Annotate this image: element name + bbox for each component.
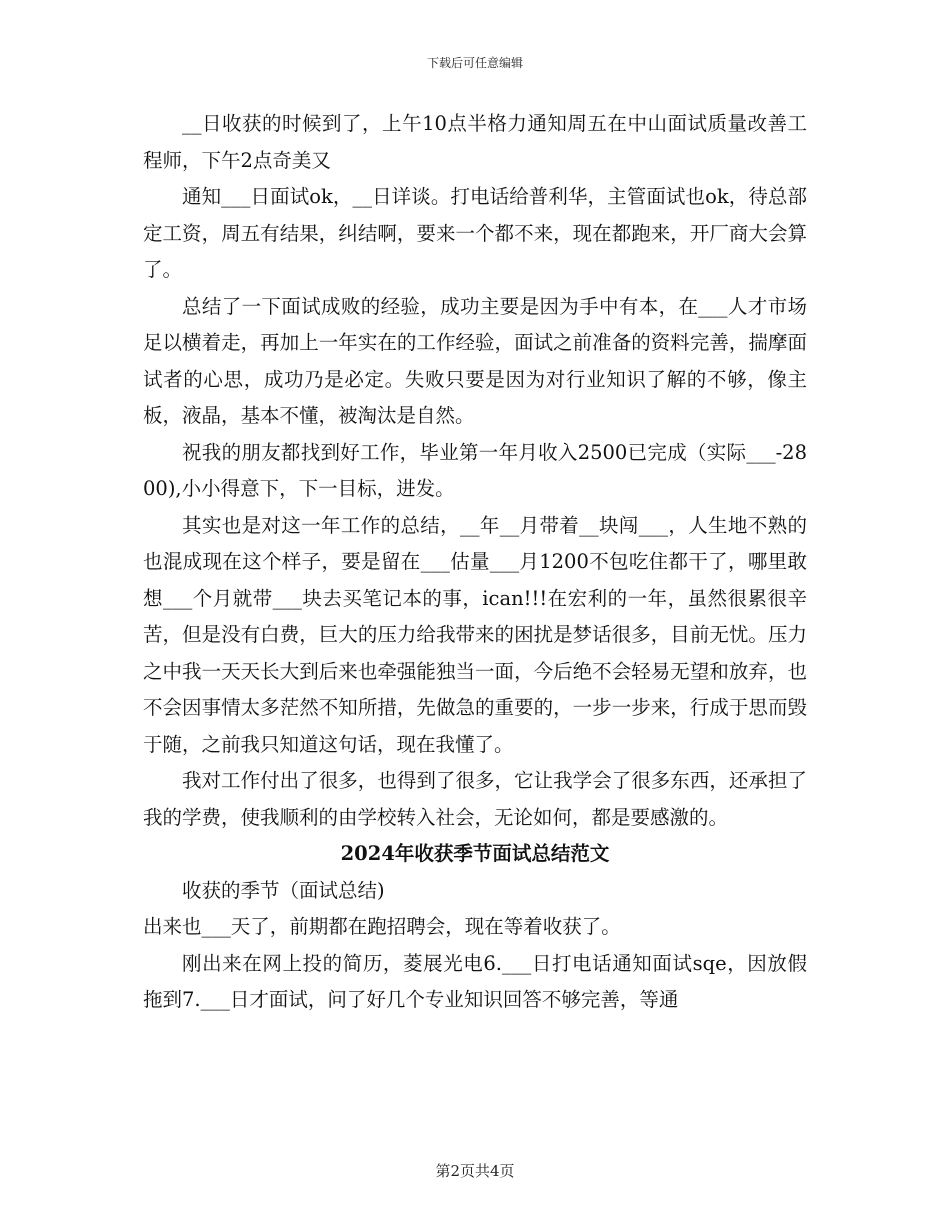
paragraph: 收获的季节（面试总结)	[182, 878, 385, 902]
paragraph: 刚出来在网上投的简历，菱展光电6.___日打电话通知面试sqe，因放假拖到7.___日才面试，问了好几个专业知识回答不够完善，等通	[143, 951, 807, 1011]
paragraph: 其实也是对这一年工作的总结，__年__月带着__块闯___，人生地不熟的也混成现在这个样子，要是留在___估量___月1200不包吃住都干了，哪里敢想___个月就带___块去买笔记本的事，ican!!!在宏利的一年，虽然很累很辛苦，但是没有白费，巨大的压力给我带来的困扰是梦话很多，目前无忧。压力之中我一天天长大到后来也牵强能独当一面，今后绝不会轻易无望和放弃，也不会因事情太多茫然不知所措，先做急的重要的，一步一步来，行成于思而毁于随，之前我只知道这句话，现在我懂了。	[143, 513, 807, 756]
paragraph: 祝我的朋友都找到好工作，毕业第一年月收入2500已完成（实际___-2800),小小得意下，下一目标，进发。	[143, 440, 807, 500]
paragraph: 出来也___天了，前期都在跑招聘会，现在等着收获了。	[143, 915, 621, 938]
paragraph: 我对工作付出了很多，也得到了很多，它让我学会了很多东西，还承担了我的学费，使我顺利的由学校转入社会，无论如何，都是要感激的。	[143, 769, 807, 829]
document-body	[143, 106, 807, 1019]
page-footer: 第2页共4页	[435, 1162, 515, 1180]
paragraph: 通知___日面试ok，__日详谈。打电话给普利华，主管面试也ok，待总部定工资，周五有结果，纠结啊，要来一个都不来，现在都跑来，开厂商大会算了。	[143, 185, 807, 281]
paragraph: 总结了一下面试成败的经验，成功主要是因为手中有本，在___人才市场足以横着走，再加上一年实在的工作经验，面试之前准备的资料完善，揣摩面试者的心思，成功乃是必定。失败只要是因为对行业知识了解的不够，像主板，液晶，基本不懂，被淘汰是自然。	[143, 294, 807, 427]
document-title: 2024年收获季节面试总结范文	[340, 842, 610, 865]
page-header: 下载后可任意编辑	[426, 56, 523, 70]
paragraph: __日收获的时候到了，上午10点半格力通知周五在中山面试质量改善工程师，下午2点奇美又	[143, 112, 807, 172]
